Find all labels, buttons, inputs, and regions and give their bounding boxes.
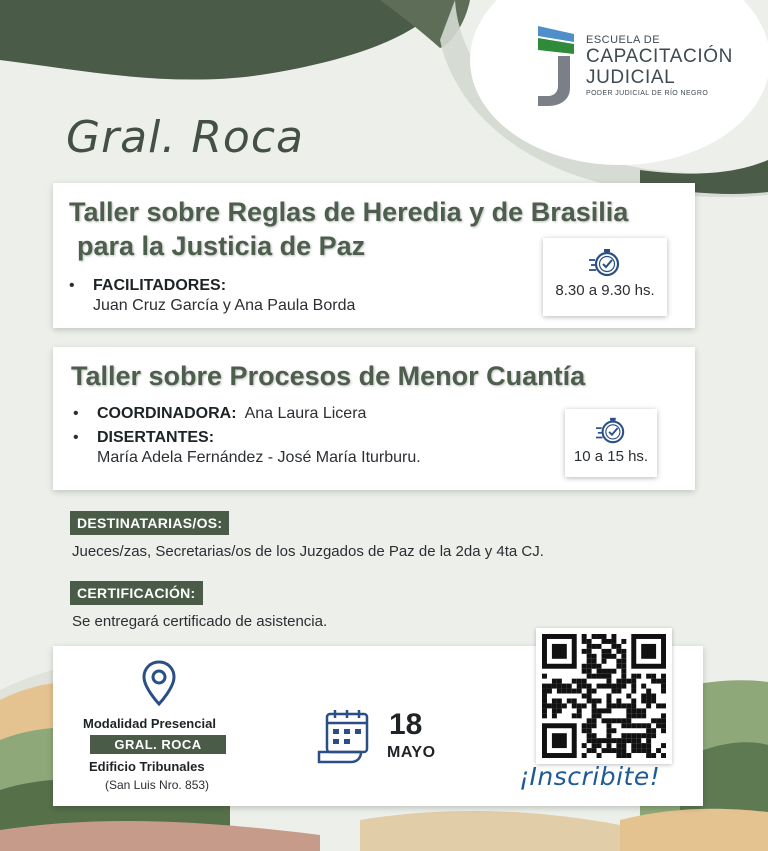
logo-line-1: ESCUELA DE bbox=[586, 34, 661, 46]
venue-building: Edificio Tribunales bbox=[89, 759, 205, 774]
register-link[interactable]: ¡Inscribite! bbox=[519, 762, 661, 791]
certification-label: CERTIFICACIÓN: bbox=[70, 581, 203, 605]
role-item bbox=[67, 276, 355, 316]
calendar-icon bbox=[315, 708, 375, 764]
workshop-1-title-line-1: Taller sobre Reglas de Heredia y de Brasilia bbox=[69, 197, 629, 227]
workshop-1-time: 8.30 a 9.30 hs. bbox=[555, 282, 655, 299]
workshop-2-time-box bbox=[565, 409, 657, 477]
workshop-1-time-box bbox=[543, 238, 667, 316]
workshop-2-roles bbox=[71, 404, 421, 468]
logo-mark-icon bbox=[536, 26, 576, 106]
logo-line-2: CAPACITACIÓN bbox=[586, 46, 733, 67]
info-panel bbox=[53, 646, 703, 806]
logo-line-4: PODER JUDICIAL DE RÍO NEGRO bbox=[586, 90, 709, 97]
workshop-1-roles bbox=[67, 276, 355, 316]
role-label: COORDINADORA: bbox=[97, 405, 237, 422]
workshop-card-2 bbox=[53, 347, 695, 490]
certification-text: Se entregará certificado de asistencia. bbox=[72, 613, 328, 630]
role-item bbox=[71, 428, 421, 468]
logo-text bbox=[586, 34, 733, 97]
workshop-2-time: 10 a 15 hs. bbox=[573, 448, 649, 465]
workshop-2-title: Taller sobre Procesos de Menor Cuantía bbox=[71, 361, 586, 391]
event-day: 18 bbox=[389, 708, 423, 741]
workshop-card-1 bbox=[53, 183, 695, 328]
role-label: FACILITADORES: bbox=[93, 277, 227, 294]
role-value: Juan Cruz García y Ana Paula Borda bbox=[93, 297, 356, 314]
venue-modality: Modalidad Presencial bbox=[83, 716, 216, 731]
city-title: Gral. Roca bbox=[66, 112, 304, 163]
venue-address: (San Luis Nro. 853) bbox=[105, 778, 210, 792]
location-pin-icon bbox=[141, 660, 177, 708]
workshop-1-title-line-2: para la Justicia de Paz bbox=[77, 231, 366, 261]
logo-line-3: JUDICIAL bbox=[586, 67, 676, 88]
qr-code-icon bbox=[542, 634, 666, 758]
event-month: MAYO bbox=[387, 744, 436, 761]
registration-qr-code[interactable] bbox=[536, 628, 672, 764]
audience-text: Jueces/zas, Secretarias/os de los Juzgados de Paz de la 2da y 4ta CJ. bbox=[72, 543, 544, 560]
role-value: María Adela Fernández - José María Iturburu. bbox=[97, 449, 421, 466]
audience-label: DESTINATARIAS/OS: bbox=[70, 511, 229, 535]
role-value: Ana Laura Licera bbox=[244, 405, 367, 422]
role-item bbox=[71, 404, 421, 424]
school-logo bbox=[536, 26, 736, 106]
stopwatch-icon bbox=[594, 415, 628, 445]
role-label: DISERTANTES: bbox=[97, 429, 215, 446]
venue-city: GRAL. ROCA bbox=[90, 735, 226, 754]
stopwatch-icon bbox=[588, 246, 622, 278]
